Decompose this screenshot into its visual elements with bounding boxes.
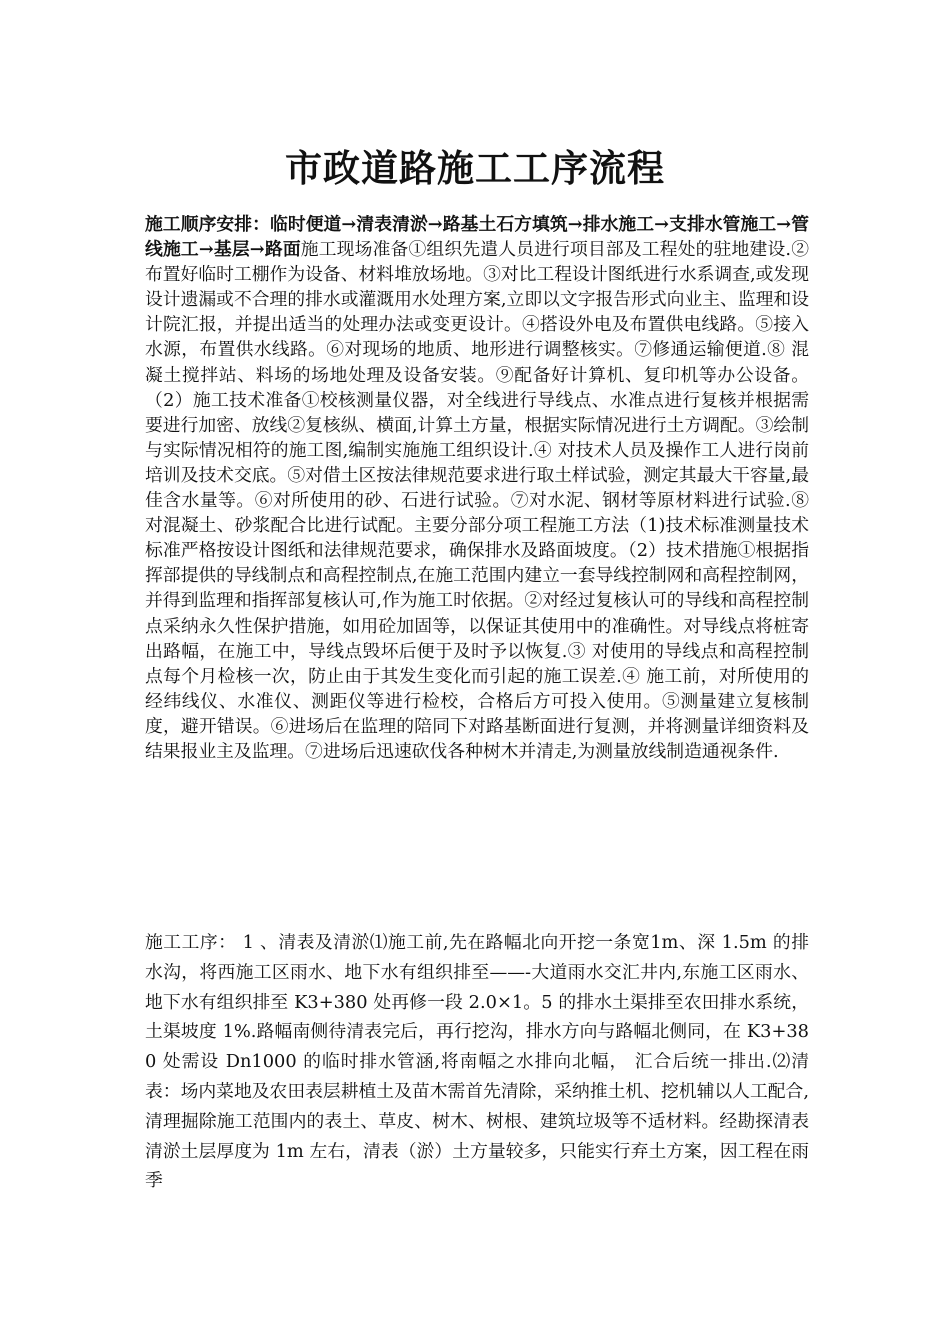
paragraph-construction-process: 施工工序： 1 、清表及清淤⑴施工前,先在路幅北向开挖一条宽1m、深 1.5m 的排水沟，将西施工区雨水、地下水有组织排至——-大道雨水交汇井内,东施工区雨水、地下水有组织排至 K3+380 处再修一段 2.0×1。5 的排水土渠排至农田排水系统，土渠坡度 1%.路幅南侧待清表完后，再行挖沟，排水方向与路幅北侧同，在 K3+380 处需设 Dn1000 的临时排水管涵,将南幅之水排向北幅， 汇合后统一排出.⑵清表：场内菜地及农田表层耕植土及苗木需首先清除，采纳推土机、挖机辅以人工配合,清理掘除施工范围内的表土、草皮、树木、树根、建筑垃圾等不适材料。经勘探清表清淤土层厚度为 1m 左右，清表（淤）土方量较多，只能实行弃土方案，因工程在雨季 [145,932,809,1192]
paragraph-body: 施工现场准备①组织先遣人员进行项目部及工程处的驻地建设.② 布置好临时工棚作为设备、材料堆放场地。③对比工程设计图纸进行水系调查,或发现设计遗漏或不合理的排水或灌溉用水处理方案,立即以文字报告形式向业主、监理和设计院汇报，并提出适当的处理办法或变更设计。④搭设外电及布置供电线路。⑤接入水源，布置供水线路。⑥对现场的地质、地形进行调整核实。⑦修通运输便道.⑧ 混凝土搅拌站、料场的场地处理及设备安装。⑨配备好计算机、复印机等办公设备。（2）施工技术准备①校核测量仪器，对全线进行导线点、水准点进行复核并根据需要进行加密、放线②复核纵、横面,计算土方量，根据实际情况进行土方调配。③绘制与实际情况相符的施工图,编制实施施工组织设计.④ 对技术人员及操作工人进行岗前培训及技术交底。⑤对借土区按法律规范要求进行取土样试验，测定其最大干容量,最佳含水量等。⑥对所使用的砂、石进行试验。⑦对水泥、钢材等原材料进行试验.⑧ 对混凝土、砂浆配合比进行试配。主要分部分项工程施工方法（1)技术标准测量技术标准严格按设计图纸和法律规范要求，确保排水及路面坡度。（2）技术措施①根据指挥部提供的导线制点和高程控制点,在施工范围内建立一套导线控制网和高程控制网，并得到监理和指挥部复核认可,作为施工时依据。②对经过复核认可的导线和高程控制点采纳永久性保护措施，如用砼加固等，以保证其使用中的准确性。对导线点将桩寄出路幅，在施工中，导线点毁坏后便于及时予以恢复.③ 对使用的导线点和高程控制点每个月检核一次，防止由于其发生变化而引起的施工误差.④ 施工前，对所使用的经纬线仪、水准仪、测距仪等进行检校，合格后方可投入使用。⑤测量建立复核制度，避开错误。⑥进场后在监理的陪同下对路基断面进行复测，并将测量详细资料及结果报业主及监理。⑦进场后迅速砍伐各种树木并清走,为测量放线制造通视条件. [145,239,809,762]
paragraph-lead-bold: 施工顺序安排：临时便道→清表清淤→路基土石方填筑→排水施工→支排水管施工→管线施工→基层→路面 [145,214,809,261]
document-title: 市政道路施工工序流程 [285,146,665,190]
paragraph-construction-sequence [145,212,809,764]
